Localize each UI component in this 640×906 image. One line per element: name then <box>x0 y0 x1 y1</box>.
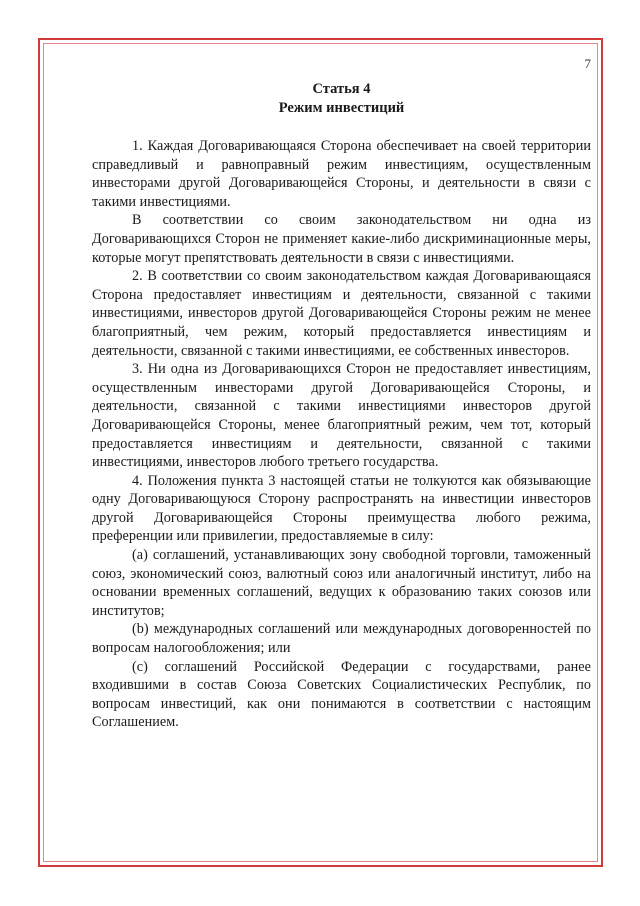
paragraph-4-item-c: (c) соглашений Российской Федерации с государствами, ранее входившими в состав Союза Советских Социалистических Республик, по вопросам инвестиций, как они понимаются в соответствии с настоящим Соглашением. <box>92 658 591 731</box>
article-subtitle: Режим инвестиций <box>278 100 405 116</box>
paragraph-4: 4. Положения пункта 3 настоящей статьи не толкуются как обязывающие одну Договаривающуюся Сторону распространять на инвестиции инвесторов другой Договаривающейся Стороны преимущества любого режима, преференции или привилегии, предоставляемые в силу: <box>92 472 591 545</box>
paragraph-1: 1. Каждая Договаривающаяся Сторона обеспечивает на своей территории справедливый и равноправный режим инвестициям, осуществленным инвесторами другой Договаривающейся Стороны, и деятельности в связи с такими инвестициями. <box>92 138 591 210</box>
paragraph-4-item-a: (a) соглашений, устанавливающих зону свободной торговли, таможенный союз, экономический союз, валютный союз или аналогичный институт, либо на основании временных соглашений, ведущих к образованию таких союзов или институтов; <box>92 547 591 619</box>
paragraph-1-continued: В соответствии со своим законодательством ни одна из Договаривающихся Сторон не применяет какие-либо дискриминационные меры, которые могут препятствовать деятельности в связи с инвестициями. <box>92 212 591 266</box>
article-title: Статья 4 <box>312 81 371 97</box>
paragraph-3: 3. Ни одна из Договаривающихся Сторон не предоставляет инвестициям, осуществленным инвесторами другой Договаривающейся Стороны, и деятельности, связанной с такими инвестициями инвесторов другой Договаривающейся Стороны, менее благоприятный режим, чем тот, который предоставляется инвестициям и деятельности, связанной с такими инвестициями, инвесторов любого третьего государства. <box>92 361 591 471</box>
document-body <box>92 80 591 732</box>
paragraph-2: 2. В соответствии со своим законодательством каждая Договаривающаяся Сторона предоставляет инвестициям и деятельности, связанной с такими инвестициями, инвесторов другой Договаривающейся Стороны режим не менее благоприятный, чем режим, который предоставляется инвестициям и деятельности, связанной с такими инвестициями, ее собственных инвесторов. <box>92 268 591 359</box>
page-number: 7 <box>584 56 591 71</box>
paragraph-4-item-b: (b) международных соглашений или международных договоренностей по вопросам налогообложения; или <box>92 621 591 657</box>
